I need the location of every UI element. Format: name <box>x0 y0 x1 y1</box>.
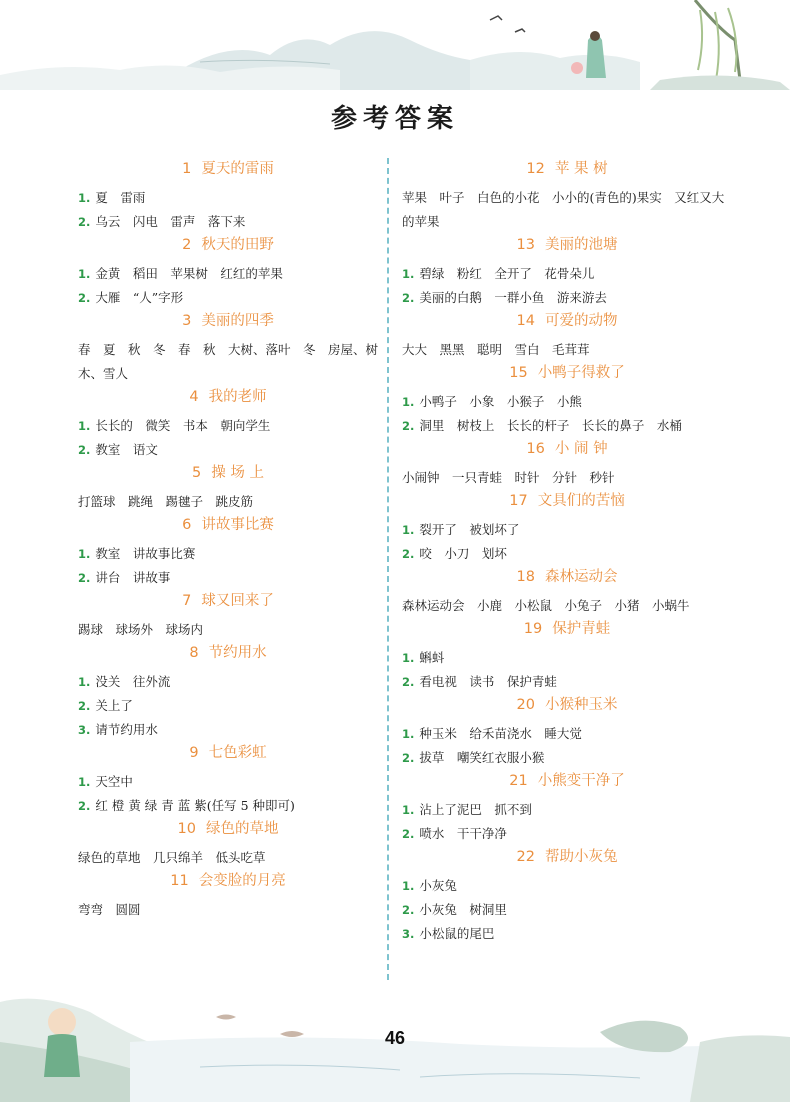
section-title-text: 美丽的池塘 <box>544 237 618 253</box>
section-number: 20 <box>516 697 535 713</box>
section-title-text: 操 场 上 <box>211 465 264 481</box>
answer-line <box>402 518 732 542</box>
answer-line <box>402 390 732 414</box>
item-number: 1. <box>78 675 91 689</box>
section-title-text: 小熊变干净了 <box>537 773 625 789</box>
answer-text: 小鸭子 小象 小猴子 小熊 <box>419 394 582 409</box>
section-title <box>78 158 378 180</box>
answer-line <box>78 286 378 310</box>
answer-text: 大大 黑黑 聪明 雪白 毛茸茸 <box>402 342 590 357</box>
mountain-landscape-illustration <box>0 0 790 90</box>
answer-line <box>402 898 732 922</box>
section-title-text: 秋天的田野 <box>201 237 274 253</box>
section-title-text: 文具们的苦恼 <box>537 493 625 509</box>
item-number: 2. <box>402 419 415 433</box>
section-title <box>402 158 732 180</box>
item-number: 2. <box>78 443 91 457</box>
answer-text: 看电视 读书 保护青蛙 <box>419 674 557 689</box>
section-title-text: 森林运动会 <box>544 569 618 585</box>
answer-line <box>402 646 732 670</box>
answer-text: 裂开了 被划坏了 <box>419 522 520 537</box>
section-title-text: 绿色的草地 <box>205 821 279 837</box>
section-title <box>78 742 378 764</box>
section-title-text: 苹 果 树 <box>554 161 608 177</box>
section-title-text: 我的老师 <box>208 389 267 405</box>
item-number: 3. <box>78 723 91 737</box>
section-title <box>402 438 732 460</box>
answer-line <box>78 338 378 386</box>
section-title-text: 保护青蛙 <box>552 621 611 637</box>
answer-text: 沾上了泥巴 抓不到 <box>419 802 532 817</box>
item-number: 1. <box>402 523 415 537</box>
section-number: 1 <box>182 161 192 177</box>
answer-text: 苹果 叶子 白色的小花 小小的(青色的)果实 又红又大的苹果 <box>402 190 725 229</box>
section-number: 22 <box>516 849 535 865</box>
item-number: 1. <box>78 547 91 561</box>
section-number: 10 <box>177 821 196 837</box>
answer-line <box>402 262 732 286</box>
answer-line <box>402 466 732 490</box>
answer-text: 踢球 球场外 球场内 <box>78 622 204 637</box>
section-number: 4 <box>189 389 199 405</box>
section-title <box>78 462 378 484</box>
answer-line <box>78 262 378 286</box>
section-title-text: 小鸭子得救了 <box>537 365 625 381</box>
answer-line <box>402 286 732 310</box>
section-title <box>402 566 732 588</box>
section-title <box>402 310 732 332</box>
answer-line <box>402 542 732 566</box>
answer-line <box>78 718 378 742</box>
answer-line <box>402 338 732 362</box>
answer-line <box>402 722 732 746</box>
answer-line <box>402 186 732 234</box>
answer-line <box>402 746 732 770</box>
item-number: 1. <box>78 191 91 205</box>
item-number: 1. <box>402 395 415 409</box>
item-number: 1. <box>402 651 415 665</box>
answer-text: 关上了 <box>95 698 133 713</box>
item-number: 1. <box>78 267 91 281</box>
section-number: 2 <box>182 237 192 253</box>
item-number: 2. <box>78 699 91 713</box>
item-number: 2. <box>402 751 415 765</box>
section-number: 8 <box>189 645 199 661</box>
answer-text: 拔草 嘲笑红衣服小猴 <box>419 750 545 765</box>
section-number: 21 <box>509 773 528 789</box>
page-number: 46 <box>384 1028 406 1048</box>
answer-text: 天空中 <box>95 774 133 789</box>
section-number: 7 <box>182 593 192 609</box>
section-number: 9 <box>189 745 199 761</box>
item-number: 1. <box>78 775 91 789</box>
section-title <box>78 310 378 332</box>
section-number: 14 <box>516 313 535 329</box>
answer-text: 洞里 树枝上 长长的杆子 长长的鼻子 水桶 <box>419 418 682 433</box>
section-number: 13 <box>516 237 535 253</box>
section-title-text: 会变脸的月亮 <box>198 873 286 889</box>
answer-line <box>402 414 732 438</box>
answer-text: 碧绿 粉红 全开了 花骨朵儿 <box>419 266 595 281</box>
section-title <box>78 870 378 892</box>
section-title <box>78 590 378 612</box>
section-title <box>402 234 732 256</box>
answer-text: 打篮球 跳绳 踢毽子 跳皮筋 <box>78 494 254 509</box>
item-number: 1. <box>402 879 415 893</box>
section-title-text: 可爱的动物 <box>544 313 618 329</box>
answer-text: 弯弯 圆圆 <box>78 902 141 917</box>
section-title-text: 七色彩虹 <box>208 745 267 761</box>
answer-line <box>78 670 378 694</box>
answer-line <box>78 542 378 566</box>
item-number: 2. <box>402 827 415 841</box>
answer-line <box>78 618 378 642</box>
answer-text: 小灰兔 树洞里 <box>419 902 507 917</box>
item-number: 3. <box>402 927 415 941</box>
section-title-text: 球又回来了 <box>201 593 274 609</box>
answer-text: 小灰兔 <box>419 878 457 893</box>
right-column <box>402 158 732 946</box>
item-number: 1. <box>78 419 91 433</box>
item-number: 2. <box>78 215 91 229</box>
section-title <box>402 490 732 512</box>
section-title-text: 帮助小灰兔 <box>544 849 618 865</box>
section-title <box>402 770 732 792</box>
item-number: 1. <box>402 803 415 817</box>
answer-line <box>402 594 732 618</box>
answer-line <box>402 798 732 822</box>
section-number: 15 <box>509 365 528 381</box>
item-number: 1. <box>402 267 415 281</box>
item-number: 2. <box>402 675 415 689</box>
answer-text: 请节约用水 <box>95 722 158 737</box>
section-title <box>78 818 378 840</box>
answer-text: 乌云 闪电 雷声 落下来 <box>95 214 246 229</box>
item-number: 2. <box>402 547 415 561</box>
answer-line <box>78 770 378 794</box>
item-number: 2. <box>78 291 91 305</box>
section-title <box>78 234 378 256</box>
answer-text: 小闹钟 一只青蛙 时针 分针 秒针 <box>402 470 615 485</box>
item-number: 2. <box>78 571 91 585</box>
answer-text: 森林运动会 小鹿 小松鼠 小兔子 小猪 小蜗牛 <box>402 598 690 613</box>
section-title-text: 小 闹 钟 <box>554 441 608 457</box>
page-title: 参考答案 <box>330 104 459 134</box>
section-title <box>402 694 732 716</box>
item-number: 2. <box>402 291 415 305</box>
answer-line <box>78 414 378 438</box>
answer-line <box>78 438 378 462</box>
section-title <box>402 846 732 868</box>
section-title <box>78 386 378 408</box>
section-title-text: 讲故事比赛 <box>201 517 274 533</box>
answer-text: 教室 讲故事比赛 <box>95 546 196 561</box>
section-title-text: 小猴种玉米 <box>544 697 618 713</box>
section-title-text: 节约用水 <box>208 645 267 661</box>
section-title-text: 美丽的四季 <box>201 313 274 329</box>
answer-text: 咬 小刀 划坏 <box>419 546 507 561</box>
answer-line <box>402 922 732 946</box>
answer-line <box>78 898 378 922</box>
answer-text: 春 夏 秋 冬 春 秋 大树、落叶 冬 房屋、树木、雪人 <box>78 342 379 381</box>
answer-text: 绿色的草地 几只绵羊 低头吃草 <box>78 850 266 865</box>
answer-line <box>78 490 378 514</box>
answer-text: 蝌蚪 <box>419 650 445 665</box>
section-title <box>402 362 732 384</box>
column-divider <box>387 158 389 980</box>
answer-text: 美丽的白鹅 一群小鱼 游来游去 <box>419 290 607 305</box>
section-number: 12 <box>526 161 545 177</box>
answer-line <box>402 874 732 898</box>
answer-text: 教室 语文 <box>95 442 158 457</box>
left-column <box>78 158 378 922</box>
item-number: 1. <box>402 727 415 741</box>
section-number: 16 <box>526 441 545 457</box>
item-number: 2. <box>402 903 415 917</box>
answer-text: 种玉米 给禾苗浇水 睡大觉 <box>419 726 582 741</box>
answer-text: 金黄 稻田 苹果树 红红的苹果 <box>95 266 283 281</box>
answer-line <box>78 566 378 590</box>
item-number: 2. <box>78 799 91 813</box>
answer-text: 没关 往外流 <box>95 674 171 689</box>
answer-text: 喷水 干干净净 <box>419 826 507 841</box>
answer-line <box>402 822 732 846</box>
answer-text: 大雁 “人”字形 <box>95 290 184 305</box>
answer-text: 夏 雷雨 <box>95 190 146 205</box>
answer-text: 长长的 微笑 书本 朝向学生 <box>95 418 271 433</box>
section-number: 11 <box>170 873 189 889</box>
answer-text: 讲台 讲故事 <box>95 570 171 585</box>
answer-line <box>402 670 732 694</box>
section-number: 5 <box>192 465 202 481</box>
answer-line <box>78 846 378 870</box>
answer-line <box>78 694 378 718</box>
section-number: 18 <box>516 569 535 585</box>
answer-line <box>78 210 378 234</box>
section-number: 19 <box>523 621 543 637</box>
section-title-text: 夏天的雷雨 <box>201 161 274 177</box>
section-title <box>78 642 378 664</box>
answer-line <box>78 186 378 210</box>
section-number: 3 <box>182 313 192 329</box>
answer-text: 红 橙 黄 绿 青 蓝 紫(任写 5 种即可) <box>95 798 295 813</box>
section-title <box>78 514 378 536</box>
section-number: 17 <box>509 493 528 509</box>
section-number: 6 <box>182 517 192 533</box>
answer-line <box>78 794 378 818</box>
section-title <box>402 618 732 640</box>
answer-text: 小松鼠的尾巴 <box>419 926 495 941</box>
